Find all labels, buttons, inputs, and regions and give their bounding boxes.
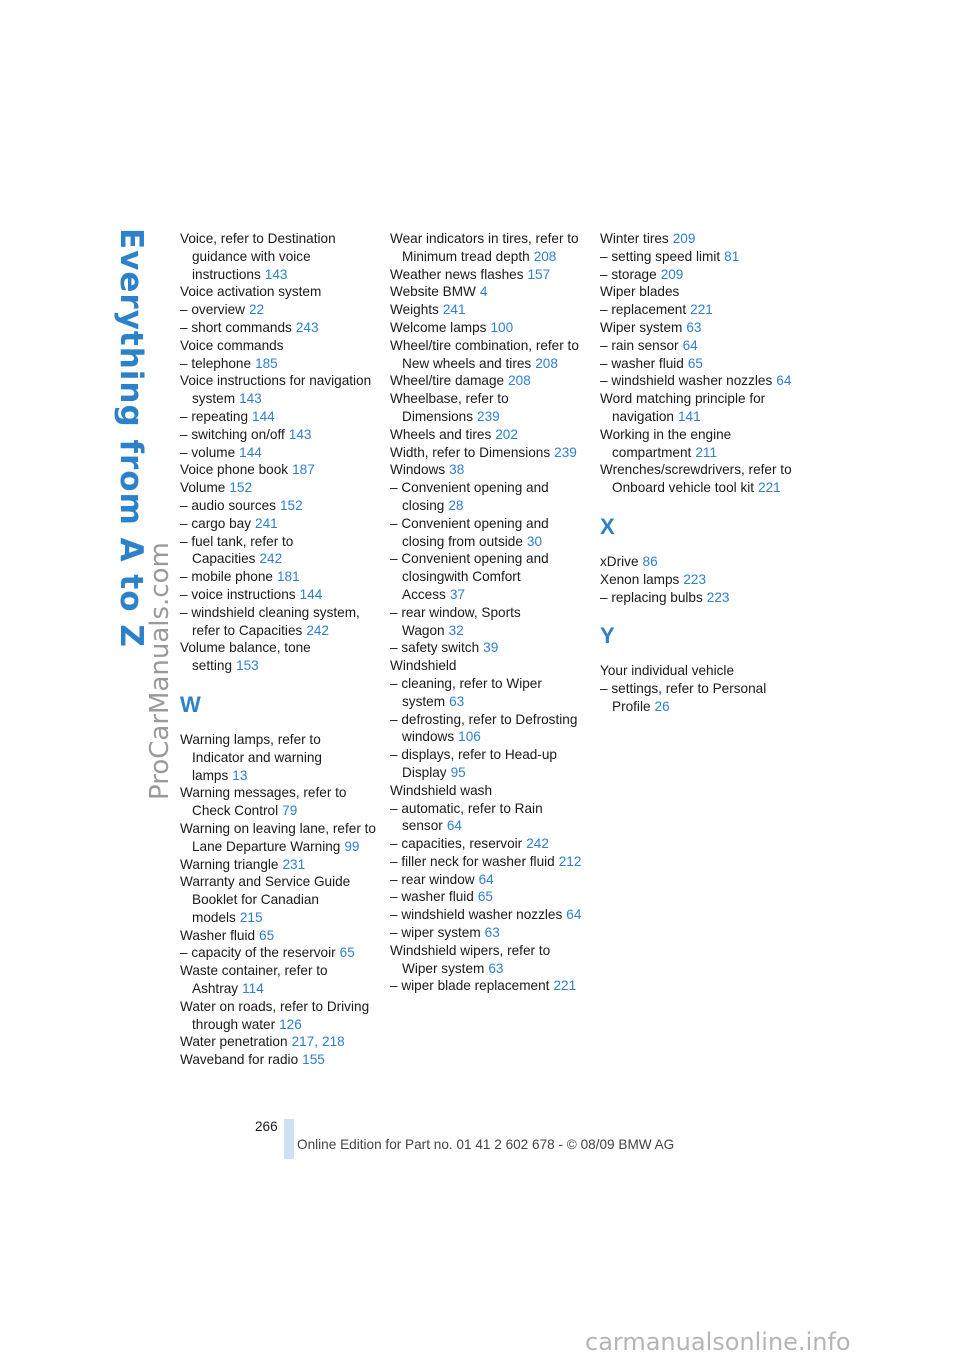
index-entry-text: Voice activation system	[180, 284, 322, 300]
index-entry	[390, 657, 586, 675]
index-entry	[180, 337, 376, 355]
index-entry-text: Weights	[390, 302, 439, 318]
index-entry	[600, 571, 796, 589]
index-entry-text: – safety switch	[390, 640, 480, 656]
index-entry	[180, 998, 376, 1034]
page-reference-link[interactable]: 209	[672, 231, 696, 246]
index-entry	[390, 924, 586, 942]
index-entry	[180, 515, 376, 533]
index-entry-text: Welcome lamps	[390, 319, 487, 335]
index-entry-text: – cargo bay	[180, 515, 252, 531]
index-entry-text: Weather news flashes	[390, 266, 524, 282]
index-entry	[390, 372, 586, 390]
index-entry	[390, 639, 586, 657]
footer-accent-bar	[284, 1119, 294, 1159]
index-entry-text: – displays, refer to Head-up Display	[390, 747, 557, 780]
page-reference-link[interactable]: 4	[479, 284, 488, 300]
index-entry	[390, 479, 586, 515]
index-entry	[180, 355, 376, 373]
page-reference-link[interactable]: 208	[508, 373, 531, 389]
index-entry	[600, 337, 796, 355]
page-reference-link[interactable]: 64	[776, 373, 792, 389]
page-reference-link[interactable]: 209	[660, 266, 684, 282]
index-entry-text: Voice instructions for navigation system	[180, 373, 372, 407]
index-entry	[390, 301, 586, 319]
index-entry-text: Width, refer to Dimensions	[390, 444, 551, 460]
index-entry	[390, 515, 586, 551]
index-entry-text: – overview	[180, 302, 245, 318]
page-reference-link[interactable]: 22	[248, 302, 265, 318]
index-entry-text: Waveband for radio	[180, 1052, 299, 1068]
index-entry	[600, 301, 796, 319]
index-entry-text: Water on roads, refer to Driving through water	[180, 998, 370, 1032]
page-reference-link[interactable]: 239	[477, 408, 500, 424]
index-entry	[390, 746, 586, 782]
section-side-title: Everything from A to Z	[113, 228, 149, 648]
page-reference-link[interactable]: 143	[264, 266, 288, 282]
index-entry-text: Windshield wipers, refer to Wiper system	[390, 942, 551, 976]
index-entry-text: Wheelbase, refer to Dimensions	[390, 391, 509, 424]
page-reference-link[interactable]: 221	[690, 302, 713, 318]
index-entry	[390, 230, 586, 266]
page-reference-link[interactable]: 64	[682, 337, 698, 353]
index-entry-text: Volume	[180, 480, 226, 496]
index-entry-text: Voice phone book	[180, 462, 289, 478]
page-reference-link[interactable]: 242	[526, 836, 549, 852]
index-entry	[180, 461, 376, 479]
index-entry-text: – wiper blade replacement	[390, 978, 550, 994]
index-entry-text: Waste container, refer to Ashtray	[180, 963, 328, 997]
index-entry-text: – repeating	[180, 408, 249, 424]
page-reference-link[interactable]: 144	[252, 408, 275, 424]
page-reference-link[interactable]: 65	[259, 927, 275, 943]
index-entry-text: Working in the engine compartment	[600, 426, 732, 460]
index-entry	[600, 230, 796, 248]
index-entry-text: – storage	[600, 266, 657, 282]
page-reference-link[interactable]: 64	[566, 907, 582, 923]
page-reference-link[interactable]: 221	[758, 480, 781, 496]
index-entry	[600, 680, 796, 716]
page-reference-link[interactable]: 106	[458, 729, 481, 745]
index-entry	[390, 906, 586, 924]
index-entry-text: – telephone	[180, 355, 252, 371]
index-entry-text: – capacity of the reservoir	[180, 945, 336, 961]
index-entry-text: – filler neck for washer fluid	[390, 853, 555, 869]
page-reference-link[interactable]: 217	[291, 1034, 315, 1050]
page-reference-link[interactable]: 231	[282, 856, 306, 872]
index-entry	[390, 390, 586, 426]
index-entry-text: Windshield wash	[390, 782, 492, 798]
page-reference-link[interactable]: 64	[446, 818, 462, 834]
index-entry	[180, 962, 376, 998]
page-reference-link[interactable]: 38	[449, 462, 465, 478]
index-entry	[600, 553, 796, 571]
index-entry-text: Wiper system	[600, 319, 683, 335]
index-entry-text: xDrive	[600, 553, 639, 569]
page-reference-link[interactable]: 79	[282, 803, 298, 819]
index-entry-text: – defrosting, refer to Defrosting windows	[390, 711, 578, 745]
index-entry	[600, 426, 796, 462]
index-entry	[390, 782, 586, 800]
index-entry	[180, 1033, 376, 1051]
index-entry	[390, 800, 586, 836]
index-entry-text: – setting speed limit	[600, 248, 721, 264]
page-reference-link[interactable]: 65	[687, 355, 703, 371]
index-entry	[390, 711, 586, 747]
index-entry	[390, 942, 586, 978]
index-entry-text: – capacities, reservoir	[390, 836, 523, 852]
page-reference-link[interactable]: 63	[686, 319, 702, 335]
index-entry-text: – rear window, Sports Wagon	[390, 604, 521, 638]
page-reference-link[interactable]: 157	[527, 266, 551, 282]
index-entry	[390, 319, 586, 337]
index-entry	[600, 355, 796, 373]
index-entry-text: Water penetration	[180, 1034, 288, 1050]
page-reference-link[interactable]: 218	[322, 1034, 345, 1050]
index-entry-text: – volume	[180, 444, 236, 460]
page-reference-link[interactable]: 144	[299, 586, 323, 602]
index-entry	[180, 639, 376, 675]
index-entry	[390, 426, 586, 444]
index-entry-text: – Convenient opening and closing from outside	[390, 515, 549, 549]
index-entry-text: – windshield washer nozzles	[600, 373, 773, 389]
page-reference-link[interactable]: 152	[229, 480, 253, 496]
index-entry-text: – washer fluid	[600, 355, 684, 371]
index-entry-text: – audio sources	[180, 497, 276, 513]
index-column-3	[600, 230, 796, 716]
index-entry	[600, 319, 796, 337]
index-entry	[390, 283, 586, 301]
index-entry-text: – settings, refer to Personal Profile	[600, 681, 767, 714]
page-reference-link[interactable]: 144	[239, 444, 262, 460]
index-entry-text: Winter tires	[600, 231, 669, 246]
index-entry-text: Warning on leaving lane, refer to Lane Departure Warning	[180, 820, 376, 854]
page-reference-link[interactable]: 208	[533, 248, 557, 264]
index-entry	[180, 820, 376, 856]
page-reference-link[interactable]: 28	[448, 497, 464, 513]
page-reference-link[interactable]: 212	[558, 853, 582, 869]
index-entry	[390, 444, 586, 462]
page-reference-link[interactable]: 185	[255, 355, 278, 371]
page-reference-link[interactable]: 32	[448, 622, 464, 638]
page-reference-link[interactable]: 187	[292, 462, 315, 478]
index-entry-text: Warning triangle	[180, 856, 279, 872]
index-entry-text: Website BMW	[390, 284, 476, 300]
page-reference-link[interactable]: 39	[483, 640, 499, 656]
index-entry	[180, 408, 376, 426]
page-reference-link[interactable]: 143	[288, 426, 312, 442]
page-reference-link[interactable]: 243	[295, 319, 319, 335]
index-letter-heading: Y	[600, 623, 615, 649]
index-entry	[180, 856, 376, 874]
page-reference-link[interactable]: 99	[344, 838, 360, 854]
bottom-watermark: carmanualsonline.info	[585, 1328, 851, 1356]
page-reference-link[interactable]: 242	[306, 622, 329, 638]
page-reference-link[interactable]: 64	[478, 871, 494, 887]
index-entry	[600, 589, 796, 607]
index-column-1	[180, 230, 376, 1069]
index-entry-text: – rain sensor	[600, 337, 679, 353]
page-reference-link[interactable]: 114	[242, 981, 264, 997]
index-entry	[600, 390, 796, 426]
page-reference-link[interactable]: 143	[239, 391, 262, 407]
index-entry-text: Wear indicators in tires, refer to Minimum tread depth	[390, 231, 579, 264]
index-entry	[180, 372, 376, 408]
page-reference-link[interactable]: 86	[642, 553, 658, 569]
index-entry	[180, 444, 376, 462]
index-entry	[180, 568, 376, 586]
index-entry-text: Voice commands	[180, 337, 284, 353]
index-entry-text: Warning messages, refer to Check Control	[180, 785, 347, 819]
index-entry-text: – automatic, refer to Rain sensor	[390, 800, 543, 834]
index-entry-text: Volume balance, tone setting	[180, 640, 311, 674]
index-entry-text: Wheels and tires	[390, 426, 492, 442]
index-entry	[180, 230, 376, 283]
page-number: 266	[255, 1119, 278, 1134]
page-reference-link[interactable]: 63	[488, 960, 504, 976]
index-entry-text: Warranty and Service Guide Booklet for Canadian models	[180, 874, 351, 925]
index-entry	[600, 662, 796, 680]
index-entry-text: – windshield washer nozzles	[390, 907, 563, 923]
index-entry-text: Xenon lamps	[600, 571, 680, 587]
index-letter-heading: W	[180, 691, 201, 717]
index-entry-text: – fuel tank, refer to Capacities	[180, 533, 294, 567]
index-entry	[180, 586, 376, 604]
page-reference-link[interactable]: 239	[554, 444, 577, 460]
index-entry-text: Voice, refer to Destination guidance with voice instructions	[180, 231, 336, 282]
index-letter-heading: X	[600, 513, 615, 539]
index-entry-text: Wiper blades	[600, 284, 680, 300]
page-reference-link[interactable]: 13	[232, 767, 248, 783]
index-entry	[180, 731, 376, 784]
index-entry-text: – replacing bulbs	[600, 589, 703, 605]
index-entry-text: Wheel/tire combination, refer to New wheels and tires	[390, 337, 579, 371]
page-reference-link[interactable]: 215	[239, 909, 263, 925]
page-reference-link[interactable]: 242	[259, 551, 283, 567]
index-entry-text: – wiper system	[390, 925, 481, 941]
footer-edition-text: Online Edition for Part no. 01 41 2 602 678 - © 08/09 BMW AG	[297, 1137, 675, 1152]
page-reference-link[interactable]: 30	[526, 533, 543, 549]
page-reference-link[interactable]: 100	[490, 319, 514, 335]
index-entry-text: – cleaning, refer to Wiper system	[390, 675, 542, 709]
index-entry	[390, 461, 586, 479]
index-entry-text: – replacement	[600, 302, 687, 318]
page-reference-link[interactable]: 63	[449, 693, 465, 709]
page-reference-link[interactable]: 181	[276, 569, 300, 585]
page-ref-separator: ,	[314, 1034, 319, 1050]
index-entry	[390, 888, 586, 906]
index-entry	[180, 301, 376, 319]
index-column-2	[390, 230, 586, 995]
index-entry	[600, 248, 796, 266]
index-entry	[600, 372, 796, 390]
page-reference-link[interactable]: 153	[236, 658, 259, 674]
page-reference-link[interactable]: 141	[677, 408, 701, 424]
index-entry	[390, 337, 586, 373]
index-entry	[180, 1051, 376, 1069]
index-entry-text: – windshield cleaning system, refer to Capacities	[180, 604, 360, 638]
page-reference-link[interactable]: 65	[339, 945, 355, 961]
index-entry-text: Windows	[390, 462, 446, 478]
index-entry	[180, 604, 376, 640]
index-entry	[180, 927, 376, 945]
index-entry-text: Warning lamps, refer to Indicator and warning lamps	[180, 731, 322, 783]
index-entry	[390, 853, 586, 871]
index-entry	[390, 835, 586, 853]
index-entry-text: – voice instructions	[180, 586, 296, 602]
index-entry	[180, 944, 376, 962]
page-reference-link[interactable]: 221	[553, 978, 577, 994]
page-reference-link[interactable]: 65	[477, 889, 493, 905]
index-entry	[180, 497, 376, 515]
index-entry-text: Your individual vehicle	[600, 663, 735, 679]
index-entry	[390, 675, 586, 711]
index-entry	[180, 533, 376, 569]
index-entry-text: Word matching principle for navigation	[600, 391, 766, 424]
index-entry-text: Wheel/tire damage	[390, 373, 505, 389]
page-reference-link[interactable]: 223	[706, 589, 730, 605]
index-entry	[600, 461, 796, 497]
page-reference-link[interactable]: 223	[683, 571, 707, 587]
index-entry	[390, 550, 586, 603]
page-reference-link[interactable]: 81	[724, 248, 740, 264]
page-reference-link[interactable]: 63	[484, 925, 500, 941]
index-entry-text: Wrenches/screwdrivers, refer to Onboard vehicle tool kit	[600, 462, 792, 496]
index-entry-text: – washer fluid	[390, 889, 474, 905]
index-entry	[600, 266, 796, 284]
index-entry	[180, 784, 376, 820]
page-reference-link[interactable]: 155	[302, 1052, 325, 1068]
page-reference-link[interactable]: 26	[654, 698, 670, 714]
page-reference-link[interactable]: 37	[449, 586, 465, 602]
index-entry	[180, 873, 376, 926]
index-entry-text: – Convenient opening and closing	[390, 480, 549, 513]
index-entry	[390, 266, 586, 284]
page-reference-link[interactable]: 126	[279, 1016, 302, 1032]
page-reference-link[interactable]: 208	[535, 355, 558, 371]
index-entry	[600, 283, 796, 301]
index-entry	[180, 479, 376, 497]
index-entry-text: Washer fluid	[180, 927, 256, 943]
page-reference-link[interactable]: 95	[450, 764, 466, 780]
index-entry-text: – Convenient opening and closingwith Comfort Access	[390, 551, 549, 602]
index-entry	[390, 871, 586, 889]
index-entry-text: Windshield	[390, 658, 457, 674]
page-reference-link[interactable]: 241	[255, 515, 278, 531]
index-entry	[180, 319, 376, 337]
page-reference-link[interactable]: 152	[279, 497, 303, 513]
index-entry	[390, 977, 586, 995]
index-entry-text: – rear window	[390, 871, 475, 887]
index-entry-text: – mobile phone	[180, 569, 273, 585]
left-watermark-text: ProCarManuals.com	[145, 542, 175, 800]
page-reference-link[interactable]: 211	[695, 444, 717, 460]
page-reference-link[interactable]: 202	[495, 426, 518, 442]
index-entry-text: – short commands	[180, 319, 292, 335]
index-entry	[180, 426, 376, 444]
index-entry	[180, 283, 376, 301]
index-entry-text: – switching on/off	[180, 426, 285, 442]
page-reference-link[interactable]: 241	[442, 302, 466, 318]
index-entry	[390, 604, 586, 640]
